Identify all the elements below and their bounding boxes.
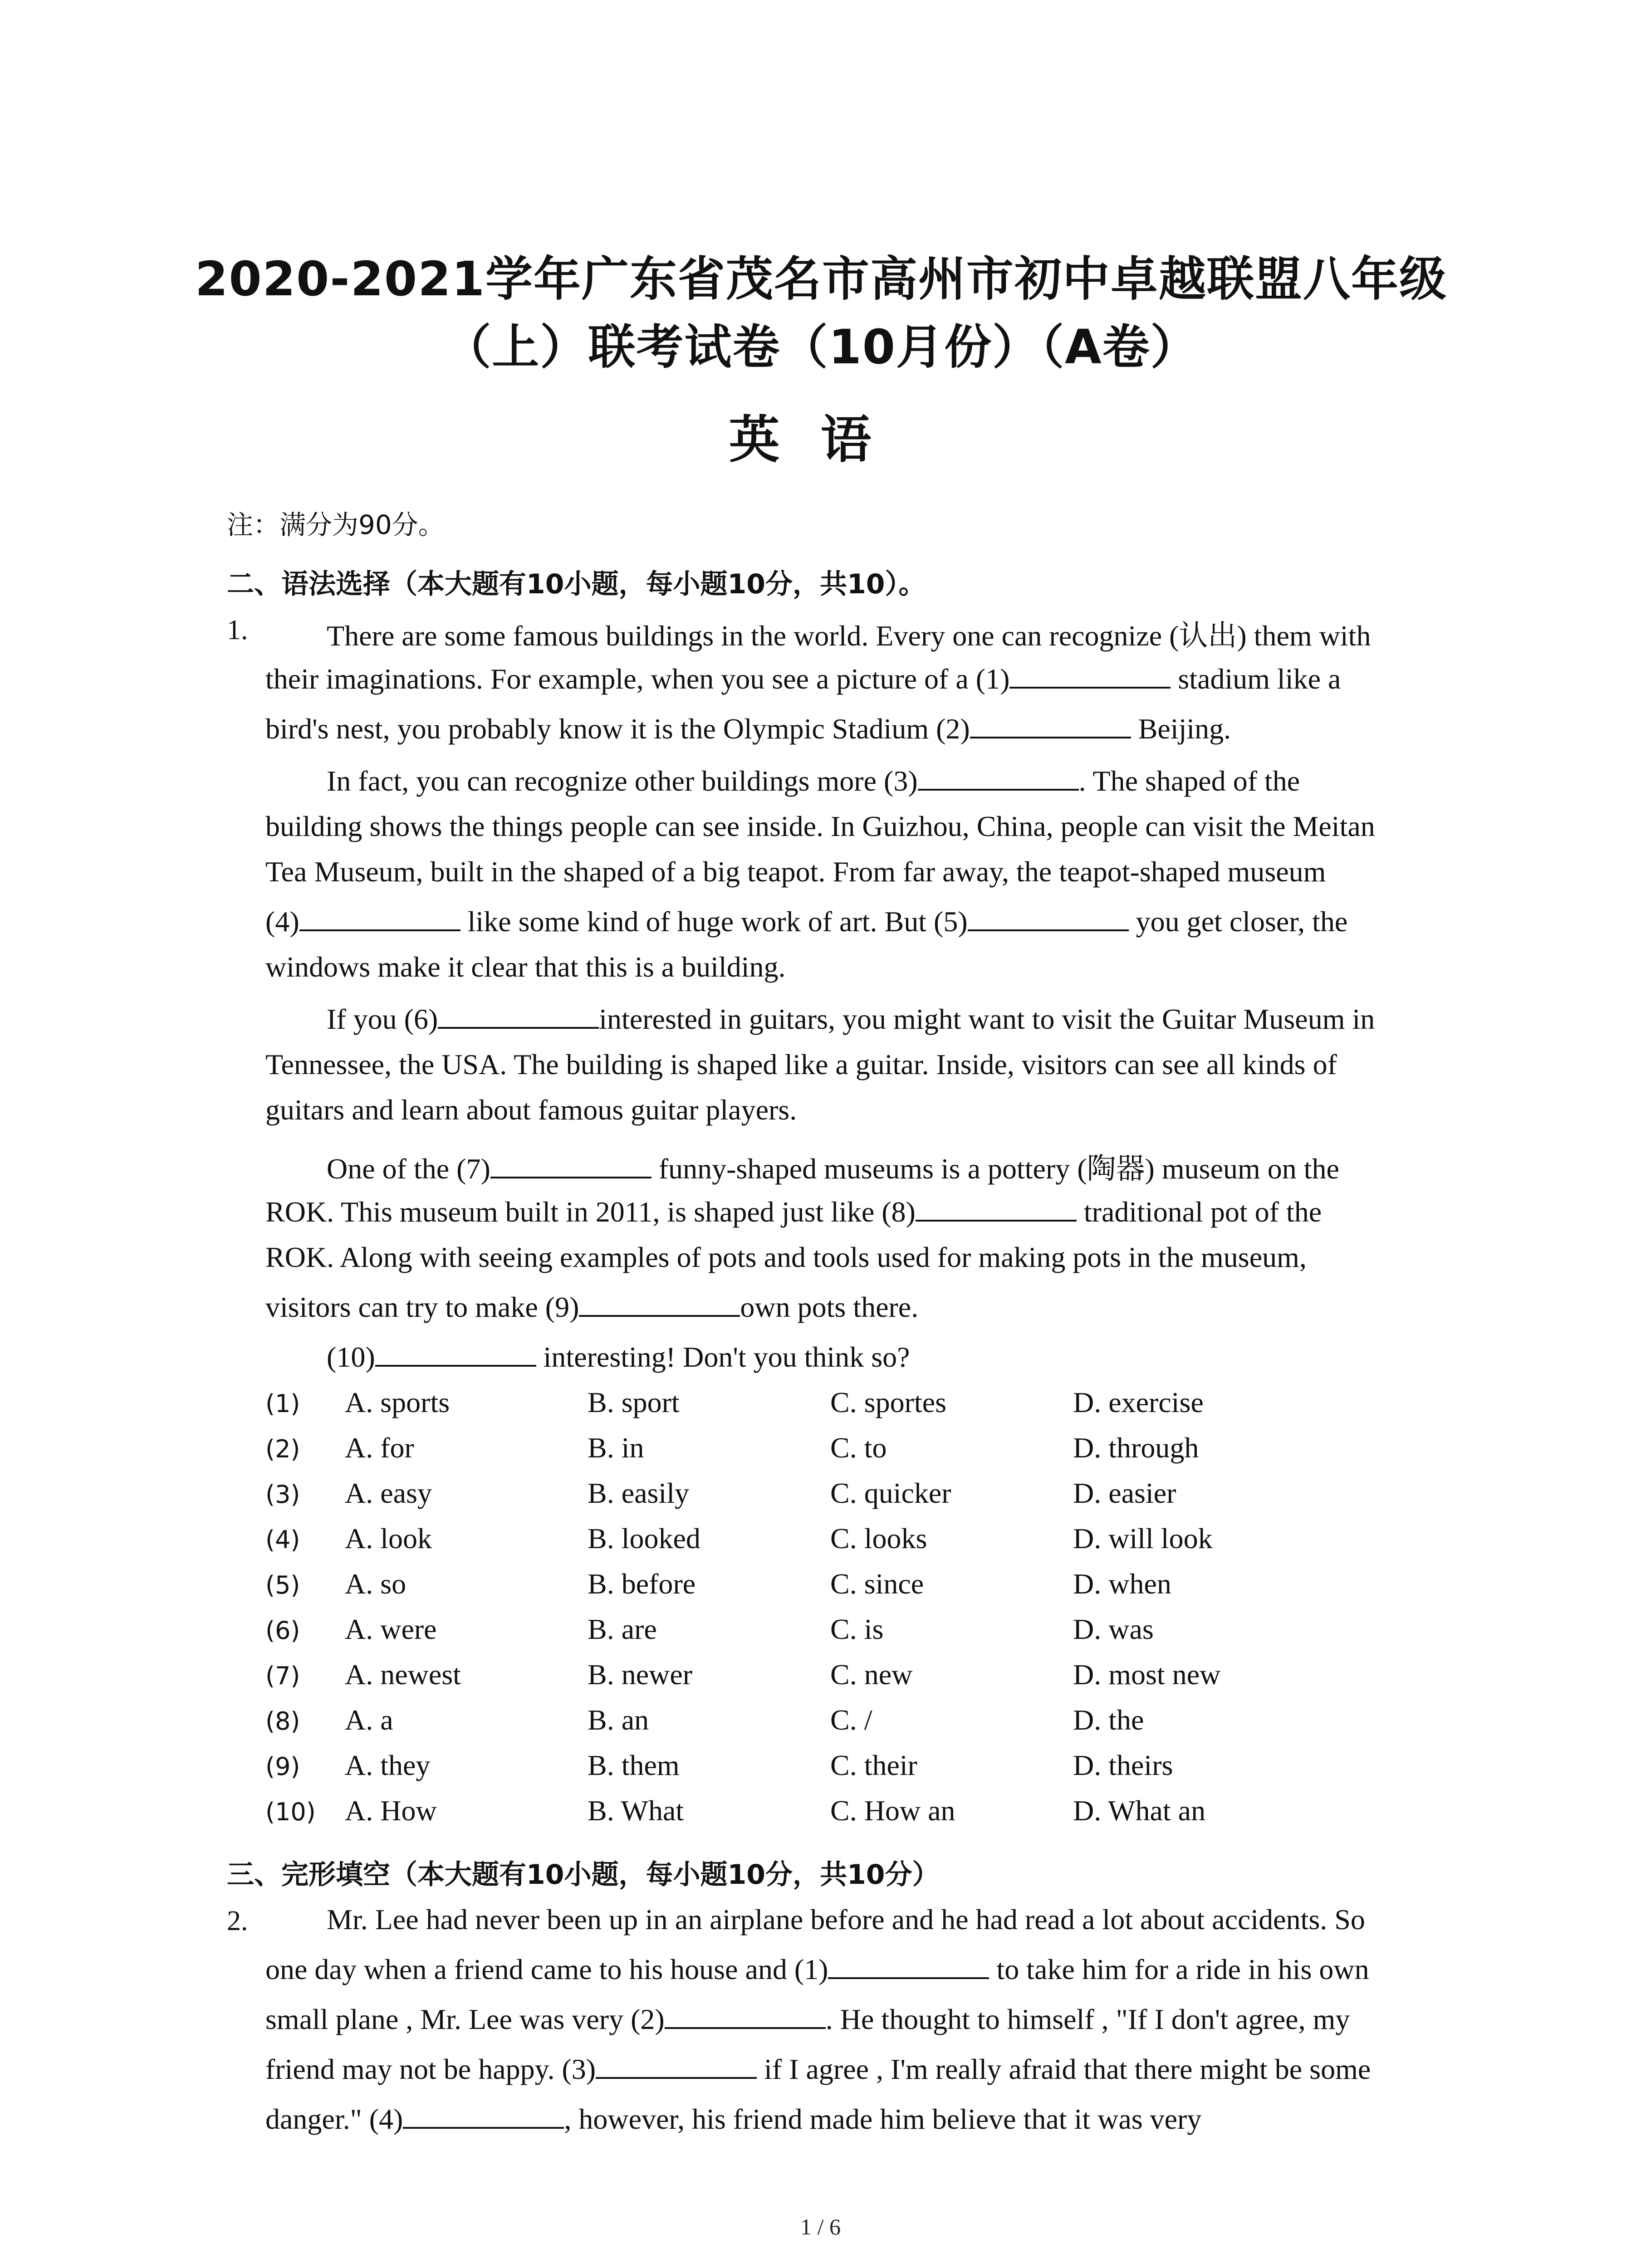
- option-c: C. to: [830, 1432, 887, 1464]
- passage-line: (4) like some kind of huge work of art. But (5) you get closer, the: [265, 905, 1348, 938]
- passage-line: visitors can try to make (9) own pots there.: [265, 1291, 919, 1323]
- option-c: C. since: [830, 1568, 924, 1600]
- passage-line: In fact, you can recognize other buildings more (3) . The shaped of the: [327, 765, 1300, 797]
- option-a: A. look: [345, 1522, 432, 1554]
- option-d: D. through: [1073, 1432, 1199, 1464]
- section-heading-grammar: 二、语法选择（本大题有10小题，每小题10分，共10）。: [227, 568, 926, 600]
- answer-blank: [918, 766, 1079, 791]
- option-row: (8) A. a B. an C. / D. the: [265, 1704, 1144, 1736]
- option-a: A. they: [345, 1749, 431, 1781]
- passage-line: guitars and learn about famous guitar players.: [265, 1094, 797, 1126]
- option-row: (6) A. were B. are C. is D. was: [265, 1613, 1154, 1645]
- answer-blank: [438, 1004, 599, 1029]
- option-d: D. when: [1073, 1568, 1171, 1600]
- option-d: D. was: [1073, 1613, 1154, 1645]
- answer-blank: [299, 907, 460, 931]
- passage-line: ROK. This museum built in 2011, is shaped just like (8) traditional pot of the: [265, 1196, 1322, 1228]
- option-b: B. sport: [588, 1386, 680, 1418]
- answer-blank: [596, 2054, 757, 2079]
- option-c: C. /: [830, 1704, 872, 1736]
- passage-line: one day when a friend came to his house and (1) to take him for a ride in his own: [265, 1953, 1369, 1985]
- subject-heading: 英语: [729, 411, 912, 469]
- passage-line: windows make it clear that this is a building.: [265, 951, 786, 983]
- option-b: B. easily: [588, 1477, 689, 1509]
- option-c: C. their: [830, 1749, 917, 1781]
- option-c: C. looks: [830, 1522, 927, 1554]
- passage-line: danger." (4) , however, his friend made him believe that it was very: [265, 2103, 1202, 2135]
- option-b: B. in: [588, 1432, 644, 1464]
- section-heading-cloze: 三、完形填空（本大题有10小题，每小题10分，共10分）: [227, 1859, 940, 1891]
- passage-line: ROK. Along with seeing examples of pots and tools used for making pots in the museum,: [265, 1241, 1307, 1273]
- passage-line: building shows the things people can see inside. In Guizhou, China, people can visit the Meitan: [265, 810, 1375, 842]
- passage-line: small plane , Mr. Lee was very (2) . He thought to himself , "If I don't agree, my: [265, 2003, 1350, 2035]
- passage-line: their imaginations. For example, when you see a picture of a (1) stadium like a: [265, 663, 1341, 695]
- option-c: C. How an: [830, 1794, 955, 1827]
- option-d: D. the: [1073, 1704, 1144, 1736]
- passage-line: There are some famous buildings in the world. Every one can recognize (认出) them with: [327, 620, 1371, 652]
- answer-blank: [968, 907, 1129, 931]
- answer-blank: [970, 714, 1131, 738]
- answer-blank: [490, 1154, 652, 1178]
- option-b: B. newer: [588, 1658, 693, 1691]
- option-b: B. are: [588, 1613, 657, 1645]
- option-a: A. for: [345, 1432, 414, 1464]
- passage-line: bird's nest, you probably know it is the Olympic Stadium (2) Beijing.: [265, 713, 1231, 745]
- passage-line: Mr. Lee had never been up in an airplane before and he had read a lot about accidents. So: [327, 1903, 1365, 1936]
- page-number: 1 / 6: [800, 2214, 841, 2239]
- answer-blank: [828, 1955, 989, 1979]
- option-row: (2) A. for B. in C. to D. through: [265, 1432, 1199, 1464]
- option-a: A. newest: [345, 1658, 461, 1691]
- answer-blank: [579, 1292, 740, 1317]
- question-number-2: 2.: [227, 1906, 248, 1936]
- answer-blank: [1009, 664, 1171, 689]
- option-d: D. exercise: [1073, 1386, 1204, 1418]
- exam-title: 2020-2021学年广东省茂名市高州市初中卓越联盟八年级（上）联考试卷（10月份）（A卷）: [195, 251, 1448, 375]
- option-d: D. theirs: [1073, 1749, 1173, 1781]
- passage-line: Tea Museum, built in the shaped of a big teapot. From far away, the teapot-shaped museum: [265, 855, 1326, 888]
- option-a: A. a: [345, 1704, 393, 1736]
- passage-line: One of the (7) funny-shaped museums is a pottery (陶器) museum on the: [327, 1153, 1339, 1185]
- option-a: A. were: [345, 1613, 437, 1645]
- option-d: D. easier: [1073, 1477, 1176, 1509]
- option-c: C. is: [830, 1613, 884, 1645]
- option-d: D. What an: [1073, 1794, 1206, 1827]
- passage-line: friend may not be happy. (3) if I agree , I'm really afraid that there might be some: [265, 2053, 1371, 2085]
- option-a: A. sports: [345, 1386, 450, 1418]
- option-a: A. easy: [345, 1477, 432, 1509]
- option-a: A. How: [345, 1794, 437, 1827]
- option-b: B. before: [588, 1568, 696, 1600]
- option-b: B. What: [588, 1794, 684, 1827]
- option-row: (4) A. look B. looked C. looks D. will look: [265, 1522, 1213, 1554]
- question-number-1: 1.: [227, 615, 248, 645]
- option-b: B. an: [588, 1704, 649, 1736]
- option-b: B. looked: [588, 1522, 700, 1554]
- answer-blank: [403, 2104, 564, 2129]
- score-note: 注：满分为90分。: [227, 509, 445, 540]
- passage-line: (10) interesting! Don't you think so?: [327, 1341, 910, 1373]
- passage-line: Tennessee, the USA. The building is shaped like a guitar. Inside, visitors can see all kinds of: [265, 1048, 1337, 1080]
- option-b: B. them: [588, 1749, 680, 1781]
- answer-blank: [916, 1197, 1077, 1222]
- option-d: D. most new: [1073, 1658, 1221, 1691]
- option-row: (5) A. so B. before C. since D. when: [265, 1568, 1171, 1600]
- option-d: D. will look: [1073, 1522, 1213, 1554]
- option-row: (7) A. newest B. newer C. new D. most new: [265, 1658, 1221, 1691]
- passage-line: If you (6) interested in guitars, you might want to visit the Guitar Museum in: [327, 1003, 1375, 1035]
- option-row: (10) A. How B. What C. How an D. What an: [265, 1794, 1206, 1827]
- option-c: C. new: [830, 1658, 913, 1691]
- option-row: (9) A. they B. them C. their D. theirs: [265, 1749, 1173, 1781]
- answer-blank: [665, 2004, 826, 2029]
- option-c: C. quicker: [830, 1477, 951, 1509]
- option-row: (1) A. sports B. sport C. sportes D. exercise: [265, 1386, 1204, 1418]
- answer-blank: [375, 1342, 536, 1367]
- option-row: (3) A. easy B. easily C. quicker D. easier: [265, 1477, 1176, 1509]
- option-a: A. so: [345, 1568, 407, 1600]
- option-c: C. sportes: [830, 1386, 946, 1418]
